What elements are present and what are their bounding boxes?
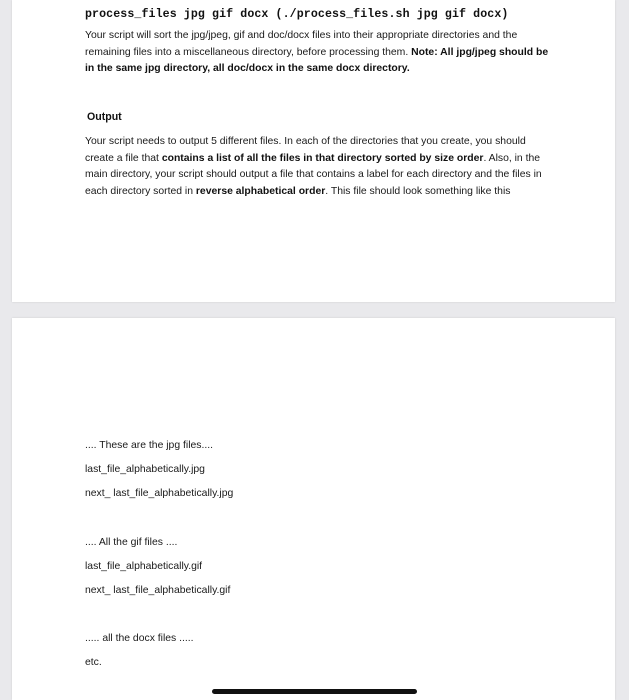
etc-line: etc.	[85, 657, 102, 668]
document-page-2	[12, 318, 615, 700]
gif-section-label: .... All the gif files ....	[85, 537, 178, 548]
jpg-section-label: .... These are the jpg files....	[85, 440, 214, 451]
sorting-note-bold: Note: All jpg/jpeg should be in the same jpg directory, all doc/docx in the same docx directory.	[85, 46, 549, 74]
output-bold-a: contains a list of all the files in that directory sorted by size order	[161, 152, 484, 164]
gif-next-file: next_ last_file_alphabetically.gif	[85, 585, 231, 596]
gif-last-file: last_file_alphabetically.gif	[85, 561, 203, 572]
output-heading: Output	[87, 111, 122, 123]
home-indicator-bar[interactable]	[212, 689, 417, 694]
output-text-c: . This file should look something like this	[325, 185, 511, 197]
sorting-description-text: Your script will sort the jpg/jpeg, gif and doc/docx files into their appropriate directories and the remaining files into a miscellaneous directory, before processing them.	[85, 30, 518, 58]
output-description-paragraph	[85, 134, 555, 200]
jpg-last-file: last_file_alphabetically.jpg	[85, 464, 205, 475]
output-bold-b: reverse alphabetical order	[195, 185, 326, 197]
jpg-next-file: next_ last_file_alphabetically.jpg	[85, 488, 234, 499]
output-text-b: . Also, in the main directory, your script should output a file that contains a label for each directory and the files in each directory sorted in	[85, 152, 542, 197]
docx-section-label: ..... all the docx files .....	[85, 633, 194, 644]
document-page-1	[12, 0, 615, 302]
sorting-description-paragraph	[85, 28, 555, 78]
command-usage-line: process_files jpg gif docx (./process_files.sh jpg gif docx)	[85, 8, 509, 21]
output-text-a: Your script needs to output 5 different files. In each of the directories that you create, you should create a file that	[85, 136, 526, 164]
